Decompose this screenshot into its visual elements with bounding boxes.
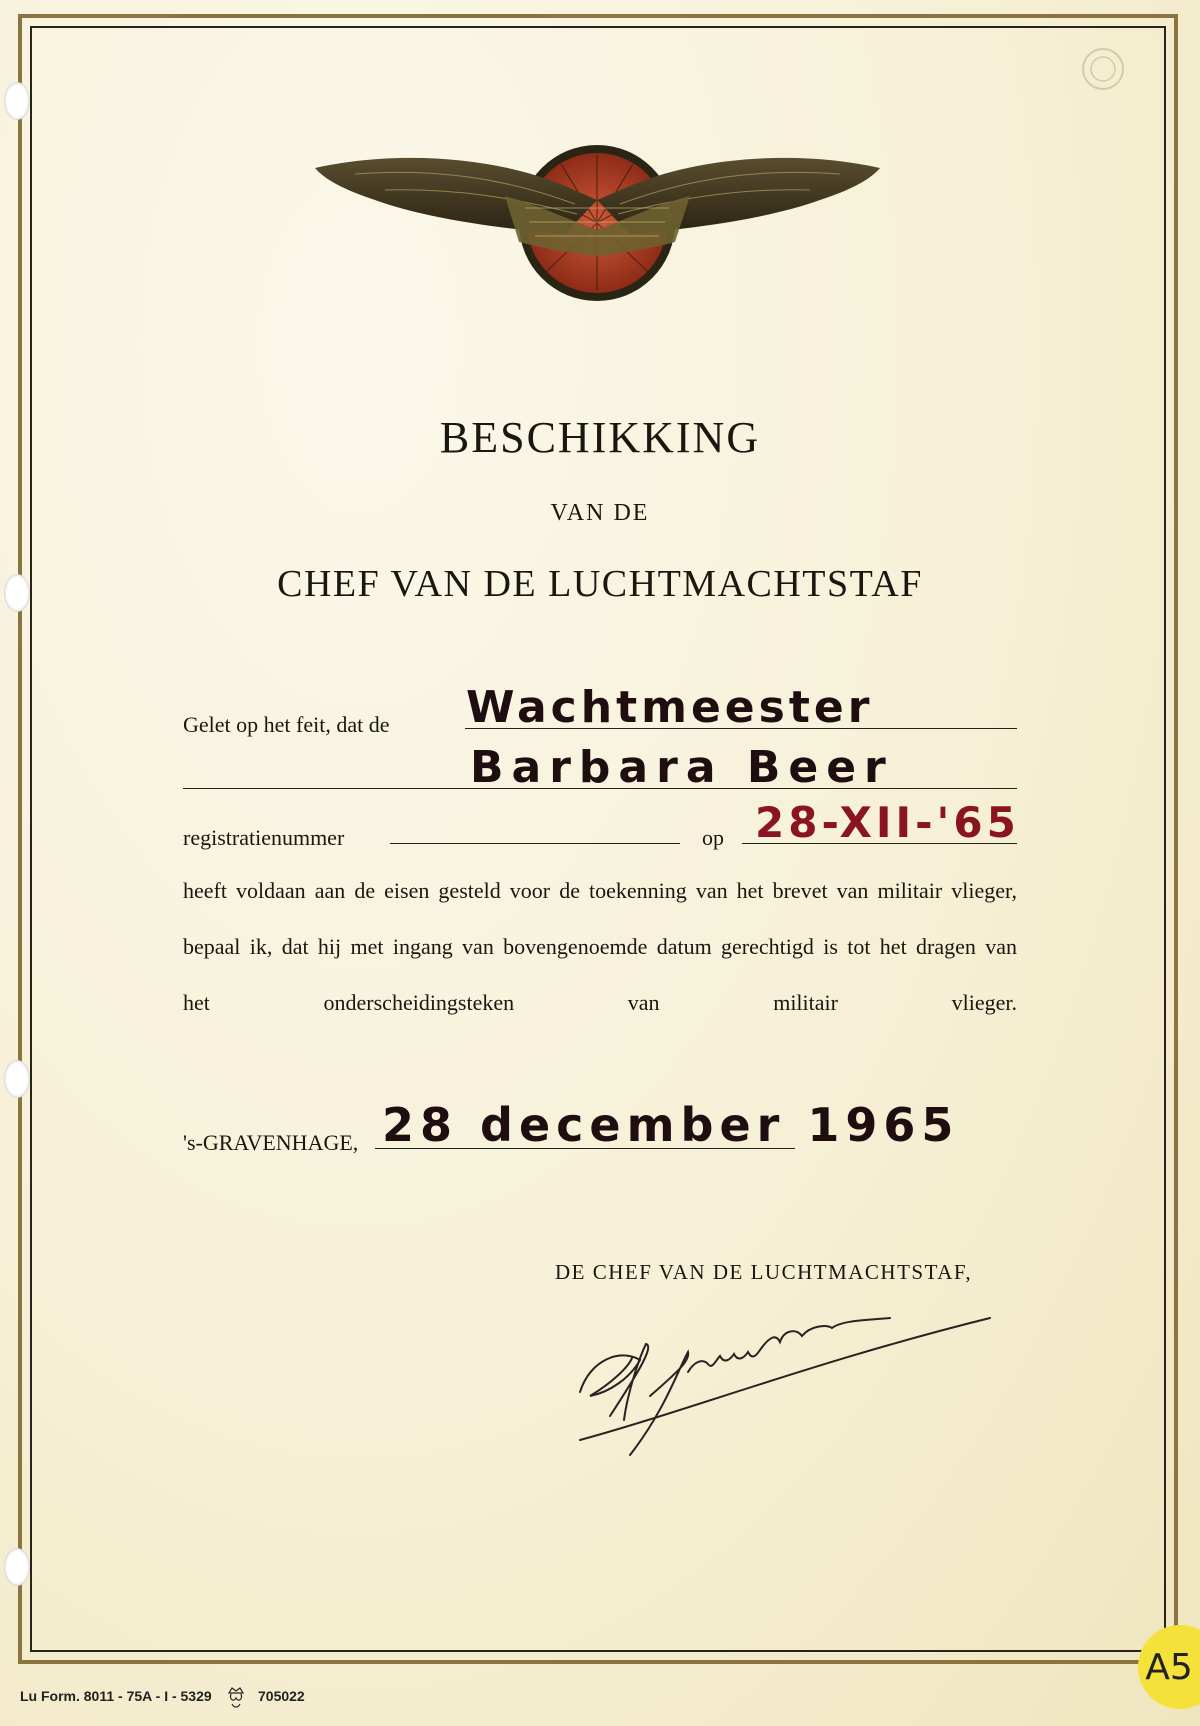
issuer-title: CHEF VAN DE LUCHTMACHTSTAF [277,563,923,605]
date-handwritten: 28-XII-'65 [755,798,1020,847]
form-code: Lu Form. 8011 - 75A - I - 5329 [20,1688,212,1704]
name-handwritten: Barbara Beer [470,742,894,793]
punch-hole [4,1060,30,1098]
crown-mark-icon [226,1684,246,1710]
signature-scribble [570,1300,1000,1470]
registration-label: registratienummer [183,825,345,850]
registration-underline [390,843,680,844]
faint-stamp [1078,44,1128,94]
pilot-wings-emblem-icon [315,138,880,308]
punch-hole [4,1548,30,1586]
print-number: 705022 [258,1688,305,1704]
rank-handwritten: Wachtmeester [466,682,874,733]
document-title: BESCHIKKING [439,413,761,462]
signature-title: DE CHEF VAN DE LUCHTMACHTSTAF, [555,1260,973,1284]
place-label: 's-GRAVENHAGE, [183,1130,359,1155]
punch-hole [4,82,30,120]
sticker-text: A5 [1145,1646,1193,1688]
document-subtitle: VAN DE [550,500,650,526]
place-date-handwritten: 28 december 1965 [382,1098,960,1152]
intro-label: Gelet op het feit, dat de [183,712,390,737]
body-paragraph: heeft voldaan aan de eisen gesteld voor de toekenning van het brevet van militair vlieger, bepaal ik, dat hij met ingang van bovengenoemde datum gerechtigd is tot het dragen van het onderscheidingsteken van militair vlieger. [183,878,1017,1015]
date-label: op [702,825,724,850]
